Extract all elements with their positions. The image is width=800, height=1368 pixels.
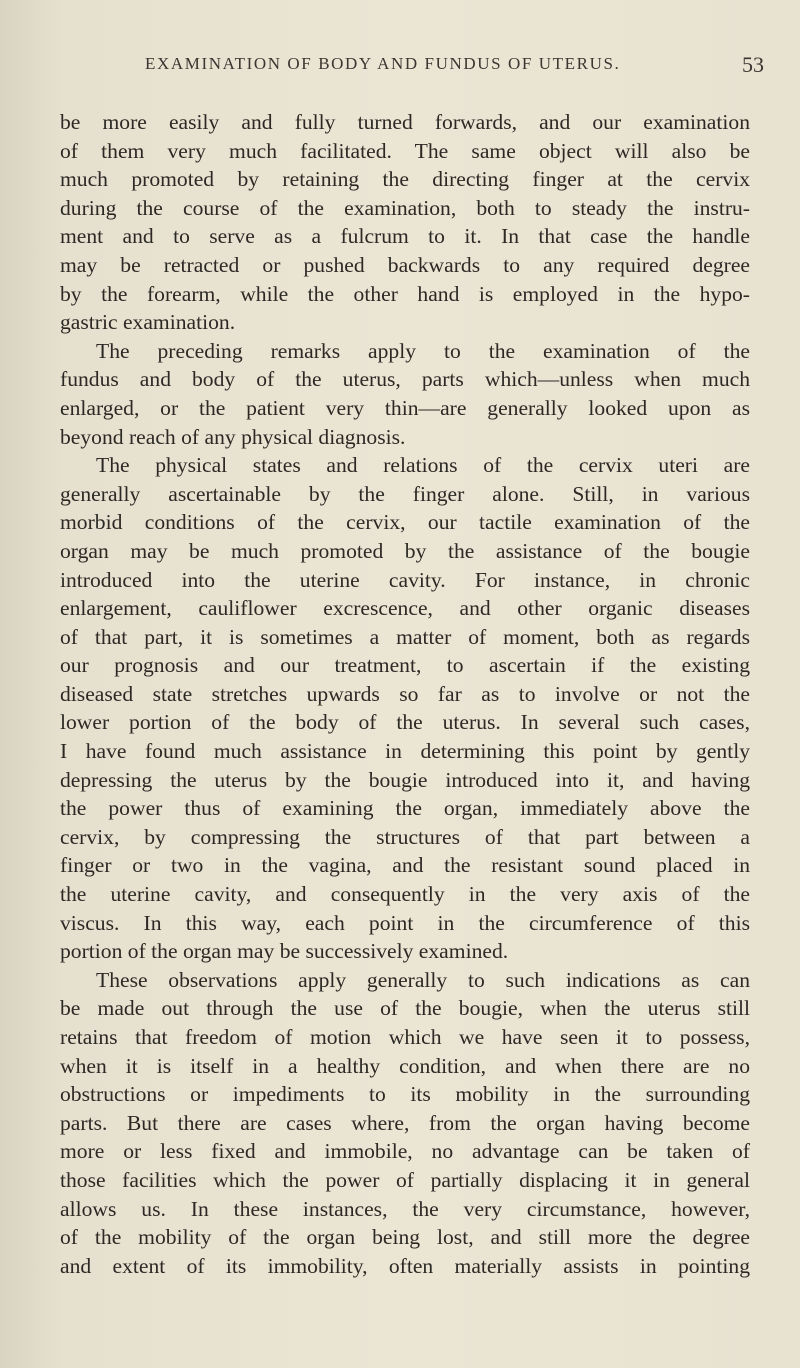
text-line: depressing the uterus by the bougie introduced into it, and having (60, 767, 750, 792)
text-line: of them very much facilitated. The same object will also be (60, 138, 750, 163)
text-line: gastric examination. (60, 310, 236, 335)
text-line: lower portion of the body of the uterus. In several such cases, (60, 710, 750, 735)
body-text (60, 108, 750, 1280)
text-line: the power thus of examining the organ, immediately above the (60, 796, 750, 821)
text-line: beyond reach of any physical diagnosis. (60, 424, 406, 449)
text-line: parts. But there are cases where, from the organ having become (60, 1110, 750, 1135)
text-line: of the mobility of the organ being lost, and still more the degree (60, 1225, 750, 1250)
text-line: allows us. In these instances, the very circumstance, however, (60, 1196, 750, 1221)
text-line: morbid conditions of the cervix, our tactile examination of the (60, 510, 750, 535)
text-line: These observations apply generally to such indications as can (96, 967, 750, 992)
text-line: retains that freedom of motion which we have seen it to possess, (60, 1025, 750, 1049)
text-line: obstructions or impediments to its mobility in the surrounding (60, 1082, 750, 1107)
text-line: be more easily and fully turned forwards, and our examination (60, 110, 750, 134)
text-line: be made out through the use of the bougie, when the uterus still (60, 996, 750, 1021)
text-line: enlarged, or the patient very thin—are generally looked upon as (60, 395, 750, 420)
text-line: finger or two in the vagina, and the resistant sound placed in (60, 853, 750, 878)
text-line: the uterine cavity, and consequently in the very axis of the (60, 882, 750, 907)
text-line: and extent of its immobility, often materially assists in pointing (60, 1253, 750, 1278)
text-line: those facilities which the power of partially displacing it in general (60, 1167, 750, 1192)
text-line: during the course of the examination, both to steady the instru- (60, 195, 750, 220)
text-line: The preceding remarks apply to the examination of the (96, 338, 750, 363)
text-line: of that part, it is sometimes a matter of moment, both as regards (60, 624, 750, 649)
running-head (0, 54, 800, 84)
page-number: 53 (742, 52, 764, 77)
text-line: I have found much assistance in determining this point by gently (60, 739, 750, 764)
text-line: organ may be much promoted by the assistance of the bougie (60, 538, 750, 563)
text-line: by the forearm, while the other hand is employed in the hypo- (60, 281, 750, 306)
text-line: may be retracted or pushed backwards to any required degree (60, 252, 750, 277)
text-line: when it is itself in a healthy condition, and when there are no (60, 1053, 750, 1078)
text-line: generally ascertainable by the finger alone. Still, in various (60, 481, 750, 506)
text-line: introduced into the uterine cavity. For instance, in chronic (60, 567, 750, 592)
text-line: our prognosis and our treatment, to ascertain if the existing (60, 653, 750, 678)
text-line: more or less fixed and immobile, no advantage can be taken of (60, 1139, 750, 1164)
text-line: diseased state stretches upwards so far as to involve or not the (60, 681, 750, 706)
text-line: fundus and body of the uterus, parts which—unless when much (60, 367, 750, 392)
running-title: EXAMINATION OF BODY AND FUNDUS OF UTERUS. (145, 54, 621, 73)
text-line: The physical states and relations of the cervix uteri are (96, 453, 750, 478)
text-line: cervix, by compressing the structures of that part between a (60, 824, 750, 849)
text-line: much promoted by retaining the directing finger at the cervix (60, 167, 750, 192)
text-line: enlargement, cauliflower excrescence, and other organic diseases (60, 596, 750, 621)
text-line: ment and to serve as a fulcrum to it. In that case the handle (60, 224, 750, 249)
text-line: portion of the organ may be successively examined. (60, 939, 509, 964)
text-line: viscus. In this way, each point in the circumference of this (60, 910, 750, 935)
